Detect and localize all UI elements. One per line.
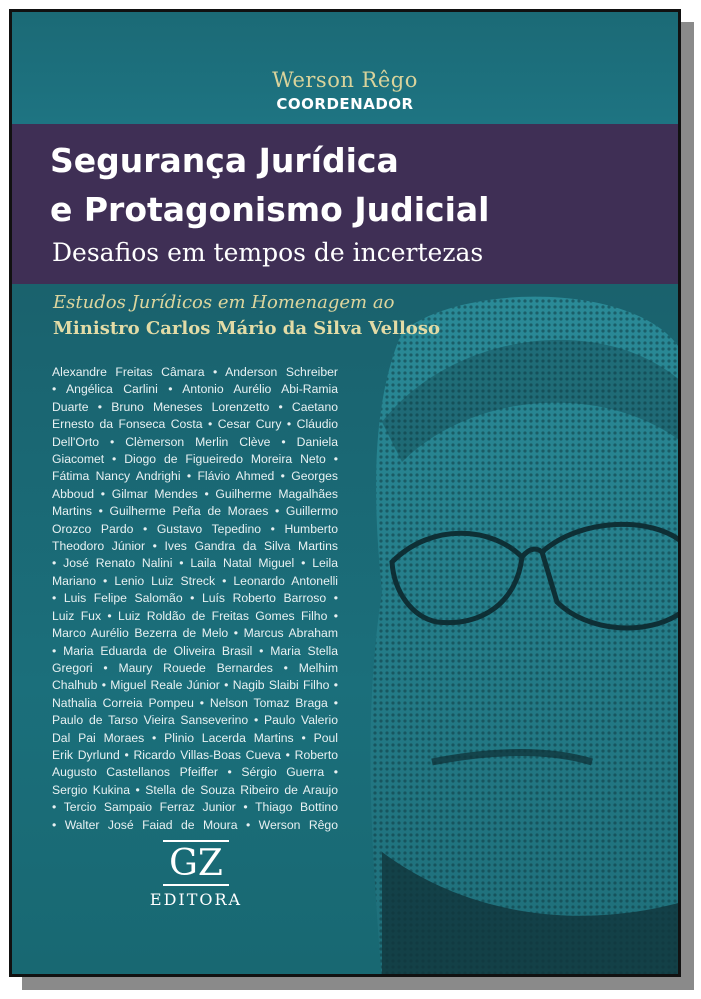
contributor-line: Alexandre Freitas Câmara • Anderson Schreiber xyxy=(52,365,338,379)
contributor-line: Paulo de Tarso Vieira Sanseverino • Paulo Valerio xyxy=(52,713,338,728)
contributor-line: Dal Pai Moraes • Plinio Lacerda Martins • Poul xyxy=(52,730,338,745)
publisher-logo xyxy=(148,840,244,909)
portrait-photo xyxy=(342,292,681,977)
contributor-line: Dell'Orto • Clèmerson Merlin Clève • Daniela xyxy=(52,434,338,449)
contributor-line: Nathalia Correia Pompeu • Nelson Tomaz Braga • xyxy=(52,695,338,710)
contributor-line: Theodoro Júnior • Ives Gandra da Silva Martins xyxy=(52,539,338,554)
title-line-2: e Protagonismo Judicial xyxy=(50,190,490,229)
book-subtitle: Desafios em tempos de incertezas xyxy=(52,238,484,267)
coordinator-name: Werson Rêgo xyxy=(272,68,418,92)
contributor-line: Orozco Pardo • Gustavo Tepedino • Humberto xyxy=(52,521,338,536)
contributor-line: • Angélica Carlini • Antonio Aurélio Abi-Ramia xyxy=(52,382,338,397)
homage-text: Estudos Jurídicos em Homenagem ao xyxy=(53,292,395,313)
contributor-line: Luiz Fux • Luiz Roldão de Freitas Gomes Filho • xyxy=(52,608,338,623)
contributor-line: Duarte • Bruno Meneses Lorenzetto • Caetano xyxy=(52,399,338,414)
contributor-line: • José Renato Nalini • Laila Natal Miguel • Leila xyxy=(52,556,338,571)
contributor-line: Gregori • Maury Rouede Bernardes • Melhim xyxy=(52,660,338,675)
contributor-line: • Walter José Faiad de Moura • Werson Rêgo xyxy=(52,817,338,832)
contributor-line: Mariano • Lenio Luiz Streck • Leonardo Antonelli xyxy=(52,573,338,588)
contributor-line: Augusto Castellanos Pfeiffer • Sérgio Guerra • xyxy=(52,765,338,780)
contributors-list xyxy=(52,364,338,834)
contributor-line: Giacomet • Diogo de Figueiredo Moreira Neto • xyxy=(52,452,338,467)
contributor-line: Sergio Kukina • Stella de Souza Ribeiro de Araujo xyxy=(52,782,338,797)
publisher-name: EDITORA xyxy=(149,890,243,909)
contributor-line: Ernesto da Fonseca Costa • Cesar Cury • Cláudio xyxy=(52,417,338,432)
contributor-line: Abboud • Gilmar Mendes • Guilherme Magalhães xyxy=(52,486,338,501)
coordinator-role: COORDENADOR xyxy=(276,95,414,113)
contributor-line: • Tercio Sampaio Ferraz Junior • Thiago Bottino xyxy=(52,800,338,815)
contributor-line: Marco Aurélio Bezerra de Melo • Marcus Abraham xyxy=(52,626,338,641)
contributor-line: • Luis Felipe Salomão • Luís Roberto Barroso • xyxy=(52,591,338,606)
publisher-mark: GZ xyxy=(163,840,229,886)
contributor-line: Erik Dyrlund • Ricardo Villas-Boas Cueva • Roberto xyxy=(52,747,338,762)
contributor-line: • Maria Eduarda de Oliveira Brasil • Maria Stella xyxy=(52,643,338,658)
contributor-line: Martins • Guilherme Peña de Moraes • Guillermo xyxy=(52,504,338,519)
honoree-name: Ministro Carlos Mário da Silva Velloso xyxy=(53,318,440,339)
contributor-line: Fátima Nancy Andrighi • Flávio Ahmed • Georges xyxy=(52,469,338,484)
title-line-1: Segurança Jurídica xyxy=(50,141,399,180)
contributor-line: Chalhub • Miguel Reale Júnior • Nagib Slaibi Filho • xyxy=(52,678,338,693)
book-title xyxy=(50,136,490,234)
book-cover xyxy=(9,9,681,977)
